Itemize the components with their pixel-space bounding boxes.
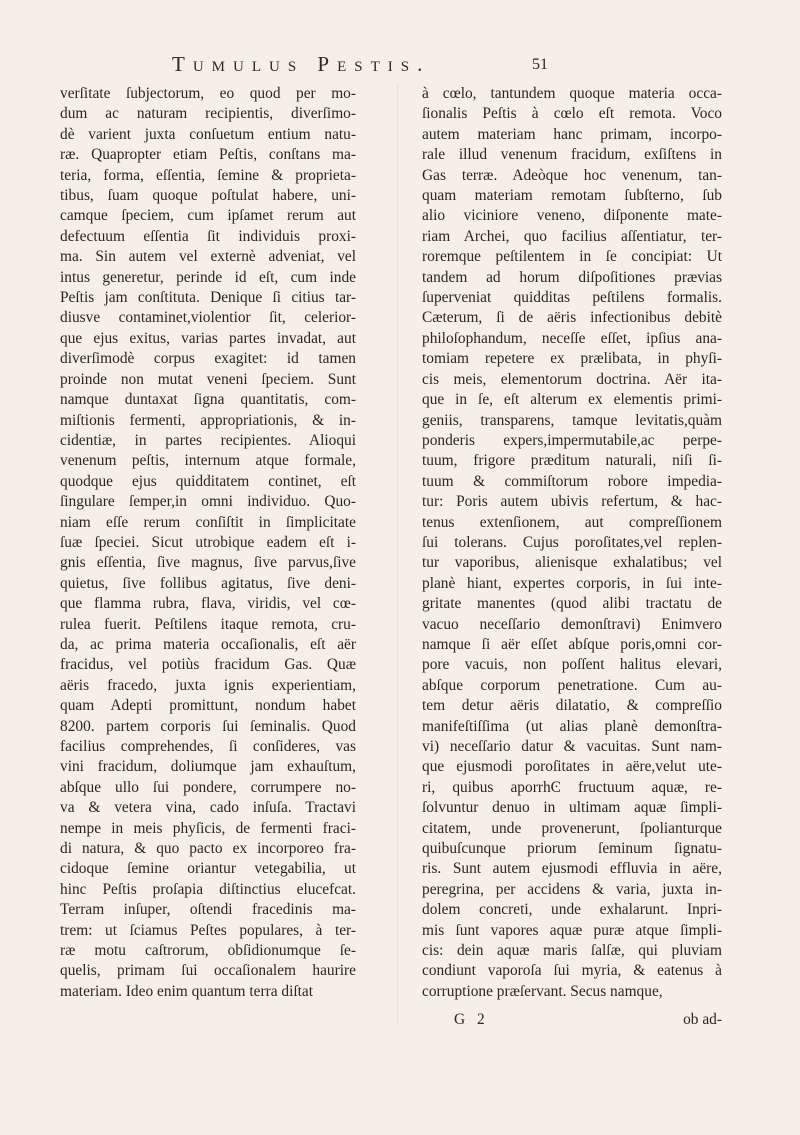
text-line: 8200. partem corporis ſui ſeminalis. Quod [60, 717, 356, 735]
text-line: autem materiam hanc primam, incorpo- [422, 125, 722, 143]
text-line: materiam. Ideo enim quantum terra diſtat [60, 982, 313, 1000]
text-line: peregrina, per accidens & varia, juxta in- [422, 880, 722, 898]
text-line: rale illud venenum fracidum, exſiſtens in [422, 146, 722, 164]
text-line: ſingulare ſemper,in omni individuo. Quo- [60, 493, 356, 511]
text-line: trem: ut ſciamus Peſtes populares, à ter- [60, 921, 356, 939]
text-line: tur: Poris autem ubivis refertum, & hac- [422, 493, 722, 511]
right-text-column [422, 84, 722, 1002]
running-title: Tumulus Pestis. [172, 52, 431, 76]
text-line: tandem ad horum diſpoſitiones prævias [422, 268, 722, 286]
text-line: que flamma rubra, flava, viridis, vel cœ- [60, 595, 356, 613]
text-line: roremque peſtilentem in ſe concipiat: Ut [422, 248, 722, 266]
text-line: quodque ejus quidditatem continet, eſt [60, 472, 356, 490]
text-line: diusve contaminet,violentior ſit, celerior- [60, 309, 356, 327]
signature-mark: G 2 [454, 1011, 489, 1028]
text-line: ſuperveniat quidditas peſtilens formalis. [422, 289, 722, 307]
text-line: cidentiæ, in partes recipientes. Alioqui [60, 431, 356, 449]
text-line: ſui tolerans. Cujus poroſitates,vel replen- [422, 533, 722, 551]
page-number: 51 [532, 56, 548, 73]
text-line: venenum peſtis, internum atque formale, [60, 452, 356, 470]
text-line: ponderis expers,impermutabile,ac perpe- [422, 431, 722, 449]
text-line: à cœlo, tantundem quoque materia occa- [422, 85, 722, 102]
left-text-column [60, 84, 356, 1002]
text-line: tur vaporibus, alienisque exhalatibus; vel [422, 554, 722, 572]
text-line: ma. Sin autem vel externè adveniat, vel [60, 248, 356, 266]
text-line: camque ſpeciem, cum ipſamet rerum aut [60, 207, 356, 225]
text-line: namque ſi aër eſſet abſque poris,omni cor- [422, 635, 722, 653]
text-line: Gas terræ. Adeòque hoc venenum, tan- [422, 166, 722, 184]
text-line: tuum, frigore præditum naturali, niſi ſi- [422, 452, 722, 470]
text-line: proinde non mutat veneni ſpeciem. Sunt [60, 370, 356, 388]
text-line: teria, forma, eſſentia, ſemine & proprieta- [60, 166, 356, 184]
text-line: Cæterum, ſi de aëris infectionibus debitè [422, 309, 722, 327]
text-line: manifeſtiſſima (ut alias planè demonſtra- [422, 717, 722, 735]
text-line: da, ac prima materia occaſionalis, eſt aër [60, 635, 356, 653]
text-line: ri, quibus aporrhϾ fructuum aquæ, re- [422, 778, 722, 796]
text-line: dolem concreti, unde exhalarunt. Inpri- [422, 901, 722, 919]
text-line: philoſophandum, neceſſe eſſet, ipſius ana- [422, 329, 722, 347]
text-line: facilius comprehendes, ſi conſideres, vas [60, 738, 356, 755]
text-line: ræ. Quapropter etiam Peſtis, conſtans ma- [60, 146, 356, 164]
text-line: diverſimodè corpus exagitet: id tamen [60, 350, 356, 368]
text-line: hinc Peſtis proſapia diſtinctius elucefcat. [60, 880, 356, 898]
text-line: dum ac naturam recipientis, diverſimo- [60, 105, 356, 123]
text-line: cis: dein aquæ maris ſalſæ, qui pluviam [422, 942, 722, 960]
text-line: miſtionis fermenti, appropriationis, & in- [60, 411, 356, 429]
text-line: condiunt vaporoſa ſui myria, & eatenus à [422, 962, 722, 980]
text-line: nempe in meis phyſicis, de fermenti fraci- [60, 819, 356, 837]
text-line: vi) neceſſario datur & vacuitas. Sunt nam- [422, 738, 722, 755]
text-line: Peſtis jam conſtituta. Denique ſi citius tar- [60, 289, 356, 307]
text-line: verſitate ſubjectorum, eo quod per mo- [60, 85, 356, 102]
text-line: tuum & commiſtorum robore impedia- [422, 472, 722, 490]
text-line: abſque ullo ſui pondere, corrumpere no- [60, 778, 356, 796]
text-line: ſolvuntur denuo in ultimam aquæ ſimpli- [422, 799, 722, 817]
text-line: ſuæ ſpeciei. Sicut utrobique eadem eſt i- [60, 533, 356, 551]
text-line: ræ motu caſtrorum, obſidionumque ſe- [60, 942, 356, 960]
text-line: Terram inſuper, oſtendi fracedinis ma- [60, 901, 356, 919]
text-line: tibus, ſuam quoque poſtulat habere, uni- [60, 187, 356, 205]
catchword: ob ad- [683, 1011, 722, 1028]
text-line: alio viciniore veneno, diſponente mate- [422, 207, 722, 225]
text-line: geniis, transparens, tamque levitatis,quàm [422, 411, 722, 429]
text-line: riam Archei, quo facilius aſſentiatur, ter- [422, 227, 722, 245]
text-line: intus generetur, perinde id eſt, cum inde [60, 268, 356, 286]
text-line: di natura, & quo pacto ex incorporeo fra- [60, 840, 356, 858]
text-line: que ejusmodi poroſitates in aëre,velut ute- [422, 758, 722, 776]
column-gutter [397, 84, 398, 1024]
text-line: namque duntaxat ſigna quantitatis, com- [60, 391, 356, 409]
text-line: defectuum eſſentia ſit individuis proxi- [60, 227, 356, 245]
text-line: corruptione præſervant. Secus namque, [422, 982, 663, 1000]
text-line: fracidus, vel potiùs fracidum Gas. Quæ [60, 656, 356, 674]
text-line: quibuſcunque priorum ſeminum ſignatu- [422, 840, 722, 858]
text-line: rulea fuerit. Peſtilens itaque remota, cru- [60, 615, 356, 633]
text-line: tem detur aëris dilatatio, & compreſſio [422, 697, 722, 715]
text-line: pore vacuis, non poſſent halitus elevari, [422, 656, 722, 674]
text-line: vacuo neceſſario demonſtravi) Enimvero [422, 615, 722, 633]
text-line: cidoque ſemine oriantur vetegabilia, ut [60, 860, 356, 878]
text-line: tenus extenſionem, aut compreſſionem [422, 513, 722, 531]
running-head [0, 46, 800, 82]
text-line: planè hiant, expertes corporis, in ſui inte- [422, 574, 722, 592]
text-line: vini fracidum, doliumque jam exhauſtum, [60, 758, 356, 776]
text-line: niam eſſe rerum conſiſtit in ſimplicitate [60, 513, 356, 531]
text-line: ſionalis Peſtis à cœlo eſt remota. Voco [422, 105, 722, 123]
text-line: citatem, unde provenerunt, ſpolianturque [422, 819, 722, 837]
text-line: quelis, primam ſui occaſionalem haurire [60, 962, 356, 980]
text-line: ris. Sunt autem ejusmodi effluvia in aëre, [422, 860, 722, 878]
text-line: abſque corporum penetratione. Cum au- [422, 676, 722, 694]
text-line: que ejus exitus, varias partes invadat, aut [60, 329, 356, 347]
text-line: quam Adepti promittunt, nondum habet [60, 697, 356, 715]
text-line: dè varient juxta conſuetum entium natu- [60, 125, 356, 143]
text-line: gnis eſſentia, ſive magnus, ſive parvus,ſive [60, 554, 356, 572]
text-line: que in ſe, eſt alterum ex elementis primi- [422, 391, 722, 409]
text-line: tomiam repetere ex prælibata, in phyſi- [422, 350, 722, 368]
page-footer [422, 1011, 722, 1033]
text-line: gritate manentes (quod alibi tractatu de [422, 595, 722, 613]
text-line: aëris fracedo, juxta ignis experientiam, [60, 676, 356, 694]
text-line: quam materiam remotam ſubſterno, ſub [422, 187, 722, 205]
text-line: cis meis, elementorum doctrina. Aër ita- [422, 370, 722, 388]
text-line: quietus, ſive follibus agitatus, ſive deni- [60, 574, 356, 592]
text-line: mis ſunt vapores aquæ puræ atque ſimpli- [422, 921, 722, 939]
text-line: va & vetera vina, cado inſuſa. Tractavi [60, 799, 356, 817]
